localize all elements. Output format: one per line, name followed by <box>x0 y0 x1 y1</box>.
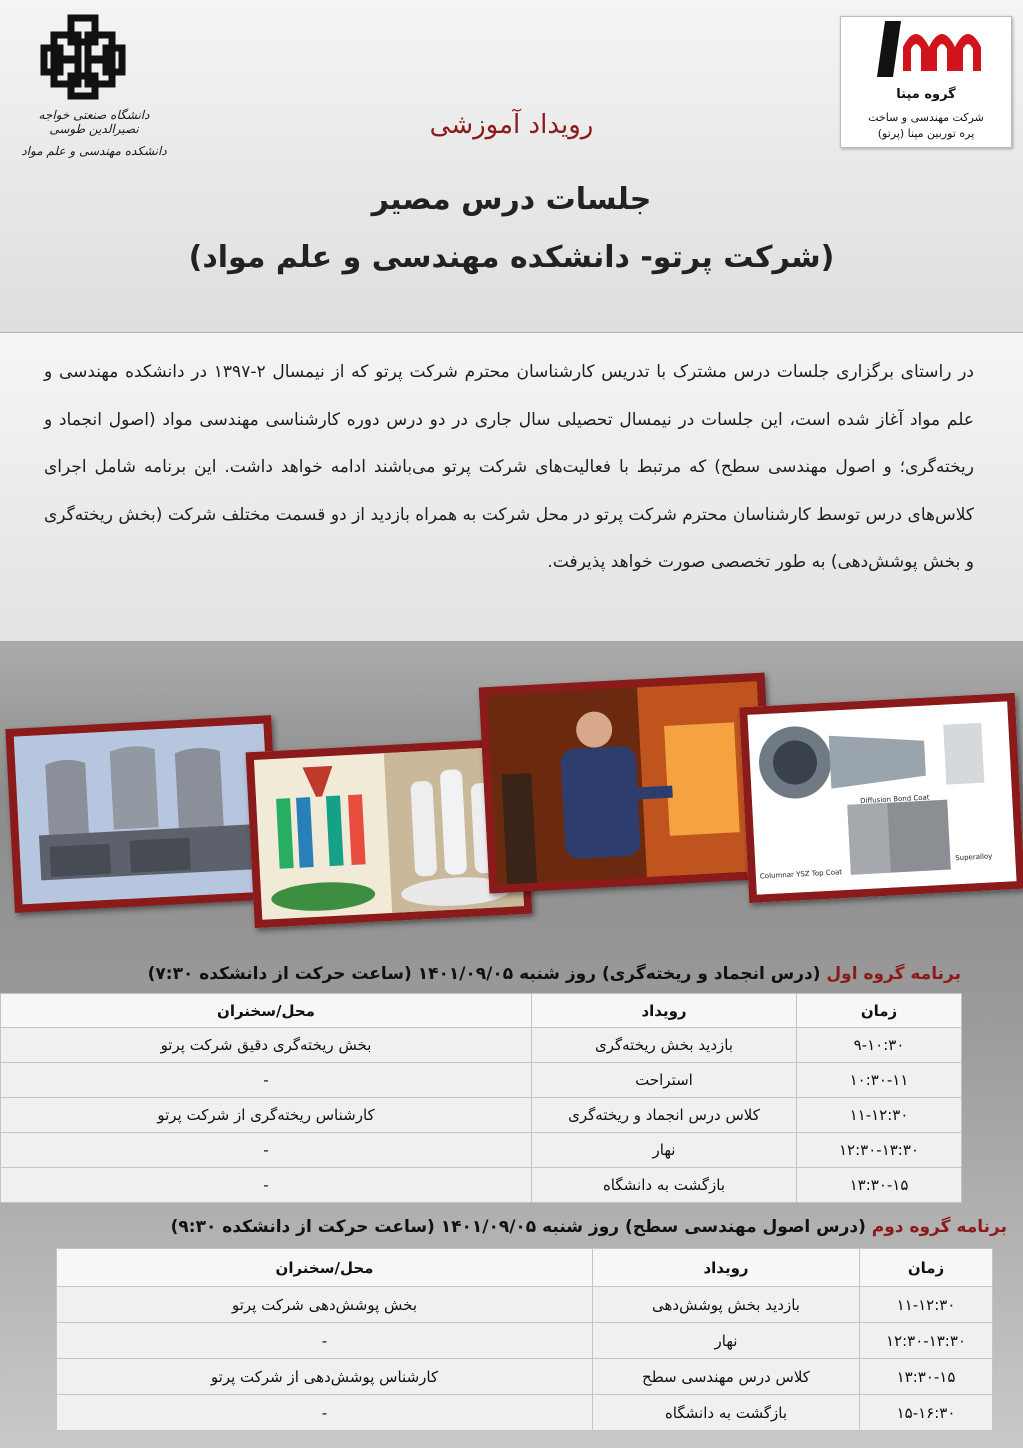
photo-furnace-worker <box>479 673 775 894</box>
cell-time: ۱۱-۱۲:۳۰ <box>860 1287 993 1323</box>
program2-heading <box>171 1217 1007 1237</box>
cell-time: ۱۳:۳۰-۱۵ <box>797 1168 962 1203</box>
cell-place: بخش پوشش‌دهی شرکت پرتو <box>57 1287 593 1323</box>
university-name-line2: دانشکده مهندسی و علم مواد <box>21 144 167 158</box>
coating-label-top-coat: Columnar YSZ Top Coat <box>759 868 843 881</box>
table-row <box>57 1287 993 1323</box>
cell-time: ۱۲:۳۰-۱۳:۳۰ <box>797 1133 962 1168</box>
table-row <box>57 1323 993 1359</box>
header-time: زمان <box>860 1249 993 1287</box>
photo-coating-diagram <box>739 693 1023 903</box>
cell-time: ۱۱-۱۲:۳۰ <box>797 1098 962 1133</box>
cell-event: بازگشت به دانشگاه <box>593 1395 860 1431</box>
cell-place: کارشناس پوشش‌دهی از شرکت پرتو <box>57 1359 593 1395</box>
header <box>0 0 1023 333</box>
program2-details: (درس اصول مهندسی سطح) روز شنبه ۱۴۰۱/۰۹/۰۵ (ساعت حرکت از دانشکده ۹:۳۰) <box>170 1217 872 1237</box>
page-subtitle: (شرکت پرتو- دانشکده مهندسی و علم مواد) <box>188 240 835 275</box>
company-name-line2: پره توربین مپنا (پرتو) <box>877 127 975 140</box>
intro-paragraph: در راستای برگزاری جلسات درس مشترک با تدریس کارشناسان محترم شرکت پرتو که از نیمسال ۲-۱۳۹۷ در دانشکده مهندسی و علم مواد آغاز شده است، این جلسات در نیمسال تحصیلی سال جاری در دو درس دوره کارشناسی مهندسی مواد (اصول انجماد و ریخته‌گری؛ و اصول مهندسی سطح) که مرتبط با فعالیت‌های شرکت پرتو می‌باشند ادامه خواهد داشت. این برنامه شامل اجرای کلاس‌های درس توسط کارشناسان محترم شرکت پرتو در محل شرکت به همراه بازدید از دو قسمت مختلف شرکت (بخش ریخته‌گری و بخش پوشش‌دهی) به طور تخصصی صورت خواهد پذیرفت. <box>44 362 974 572</box>
table-header-row <box>57 1249 993 1287</box>
program1-group-label: برنامه گروه اول <box>826 964 961 984</box>
cell-event: نهار <box>532 1133 797 1168</box>
company-name-line1: شرکت مهندسی و ساخت <box>868 111 984 124</box>
program2-group-label: برنامه گروه دوم <box>871 1217 1007 1237</box>
table-row <box>1 1098 962 1133</box>
cell-event: بازدید بخش ریخته‌گری <box>532 1028 797 1063</box>
cell-event: بازگشت به دانشگاه <box>532 1168 797 1203</box>
cell-place: - <box>57 1395 593 1431</box>
table-row <box>57 1395 993 1431</box>
program1-table <box>0 993 962 1203</box>
event-label: رویداد آموزشی <box>429 110 594 140</box>
table-header-row <box>1 994 962 1028</box>
header-event: رویداد <box>532 994 797 1028</box>
coating-label-bond-coat: Diffusion Bond Coat <box>859 793 930 806</box>
header-time: زمان <box>797 994 962 1028</box>
cell-event: بازدید بخش پوشش‌دهی <box>593 1287 860 1323</box>
table-row <box>57 1359 993 1395</box>
table-row <box>1 1063 962 1098</box>
cell-place: بخش ریخته‌گری دقیق شرکت پرتو <box>1 1028 532 1063</box>
furnace-worker-image <box>487 681 767 885</box>
intro-section <box>0 333 1023 642</box>
page-title: جلسات درس مصیر <box>371 182 652 217</box>
table-row <box>1 1168 962 1203</box>
program1-details: (درس انجماد و ریخته‌گری) روز شنبه ۱۴۰۱/۰۹/۰۵ (ساعت حرکت از دانشکده ۷:۳۰) <box>147 964 827 984</box>
cell-event: استراحت <box>532 1063 797 1098</box>
cell-place: - <box>1 1133 532 1168</box>
header-event: رویداد <box>593 1249 860 1287</box>
turbine-blades-image <box>14 724 272 905</box>
university-name-line1: دانشگاه صنعتی خواجه نصیرالدین طوسی <box>38 108 150 136</box>
cell-place: - <box>1 1063 532 1098</box>
program2-table <box>56 1248 993 1431</box>
cell-time: ۱۵-۱۶:۳۰ <box>860 1395 993 1431</box>
mapna-logo-icon <box>841 17 1011 87</box>
table-row <box>1 1028 962 1063</box>
cell-event: کلاس درس انجماد و ریخته‌گری <box>532 1098 797 1133</box>
cell-time: ۱۰:۳۰-۱۱ <box>797 1063 962 1098</box>
cell-place: - <box>57 1323 593 1359</box>
cell-place: - <box>1 1168 532 1203</box>
program1-heading <box>148 964 961 984</box>
cell-time: ۹-۱۰:۳۰ <box>797 1028 962 1063</box>
cell-time: ۱۳:۳۰-۱۵ <box>860 1359 993 1395</box>
university-logo <box>14 10 174 170</box>
cell-time: ۱۲:۳۰-۱۳:۳۰ <box>860 1323 993 1359</box>
photo-turbine-blades <box>5 715 280 913</box>
cell-event: نهار <box>593 1323 860 1359</box>
company-brand: گروه مپنا <box>896 87 956 102</box>
coating-label-superalloy: Superalloy <box>955 852 993 863</box>
cell-event: کلاس درس مهندسی سطح <box>593 1359 860 1395</box>
table-row <box>1 1133 962 1168</box>
university-emblem-icon <box>14 10 174 105</box>
cell-place: کارشناس ریخته‌گری از شرکت پرتو <box>1 1098 532 1133</box>
header-place: محل/سخنران <box>1 994 532 1028</box>
header-place: محل/سخنران <box>57 1249 593 1287</box>
